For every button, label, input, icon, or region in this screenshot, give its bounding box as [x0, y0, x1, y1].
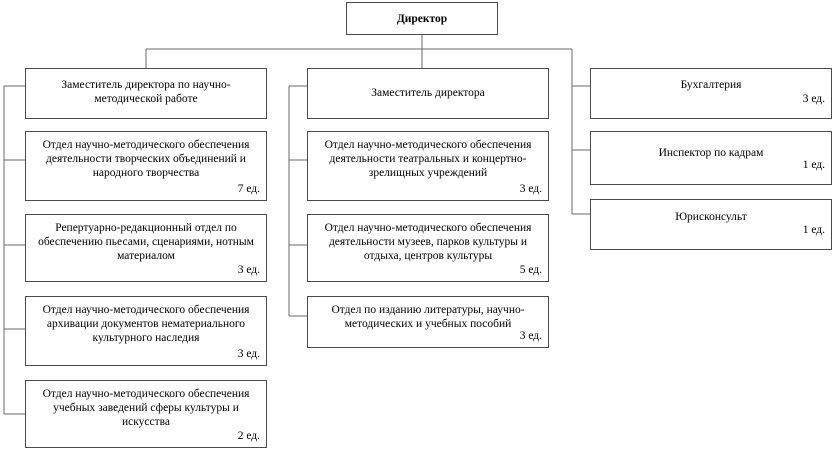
legal-counsel-title: Юрисконсульт	[675, 211, 747, 223]
hr-inspector-title: Инспектор по кадрам	[658, 147, 764, 159]
hr-inspector-box	[590, 131, 832, 185]
unit-title: Отдел научно-методического обеспечения деятельности театральных и концертно-зрелищных учреждений	[324, 139, 532, 179]
unit-box	[25, 131, 267, 201]
deputy-director-box	[307, 68, 549, 119]
legal-counsel-box	[590, 199, 832, 250]
hr-inspector-count: 1 ед.	[802, 159, 825, 171]
unit-count: 3 ед.	[519, 330, 542, 342]
unit-title: Отдел по изданию литературы, научно-методических и учебных пособий	[331, 304, 525, 330]
unit-title: Отдел научно-методического обеспечения деятельности музеев, парков культуры и отдыха, центров культуры	[324, 222, 532, 262]
deputy-scientific-box	[25, 68, 267, 119]
unit-title: Отдел научно-методического обеспечения архивации документов нематериального культурного наследия	[42, 304, 250, 344]
unit-box	[25, 214, 267, 282]
unit-count: 3 ед.	[519, 183, 542, 195]
unit-count: 5 ед.	[519, 264, 542, 276]
unit-box	[307, 296, 549, 348]
accounting-title: Бухгалтерия	[680, 79, 742, 91]
unit-title: Отдел научно-методического обеспечения деятельности творческих объединений и народного творчества	[42, 139, 250, 179]
unit-box	[307, 131, 549, 201]
unit-box	[25, 380, 267, 448]
unit-count: 3 ед.	[237, 264, 260, 276]
deputy-director-title: Заместитель директора	[371, 87, 485, 99]
director-box	[346, 2, 498, 35]
unit-title: Репертуарно-редакционный отдел по обеспечению пьесами, сценариями, нотным материалом	[38, 222, 254, 262]
legal-counsel-count: 1 ед.	[802, 224, 825, 236]
unit-count: 2 ед.	[237, 430, 260, 442]
unit-box	[307, 214, 549, 282]
unit-title: Отдел научно-методического обеспечения учебных заведений сферы культуры и искусства	[42, 388, 250, 428]
unit-count: 3 ед.	[237, 348, 260, 360]
accounting-box	[590, 68, 832, 119]
director-title: Директор	[396, 13, 448, 25]
unit-count: 7 ед.	[237, 183, 260, 195]
unit-box	[25, 296, 267, 366]
accounting-count: 3 ед.	[802, 93, 825, 105]
deputy-scientific-title: Заместитель директора по научно-методической работе	[61, 79, 231, 105]
